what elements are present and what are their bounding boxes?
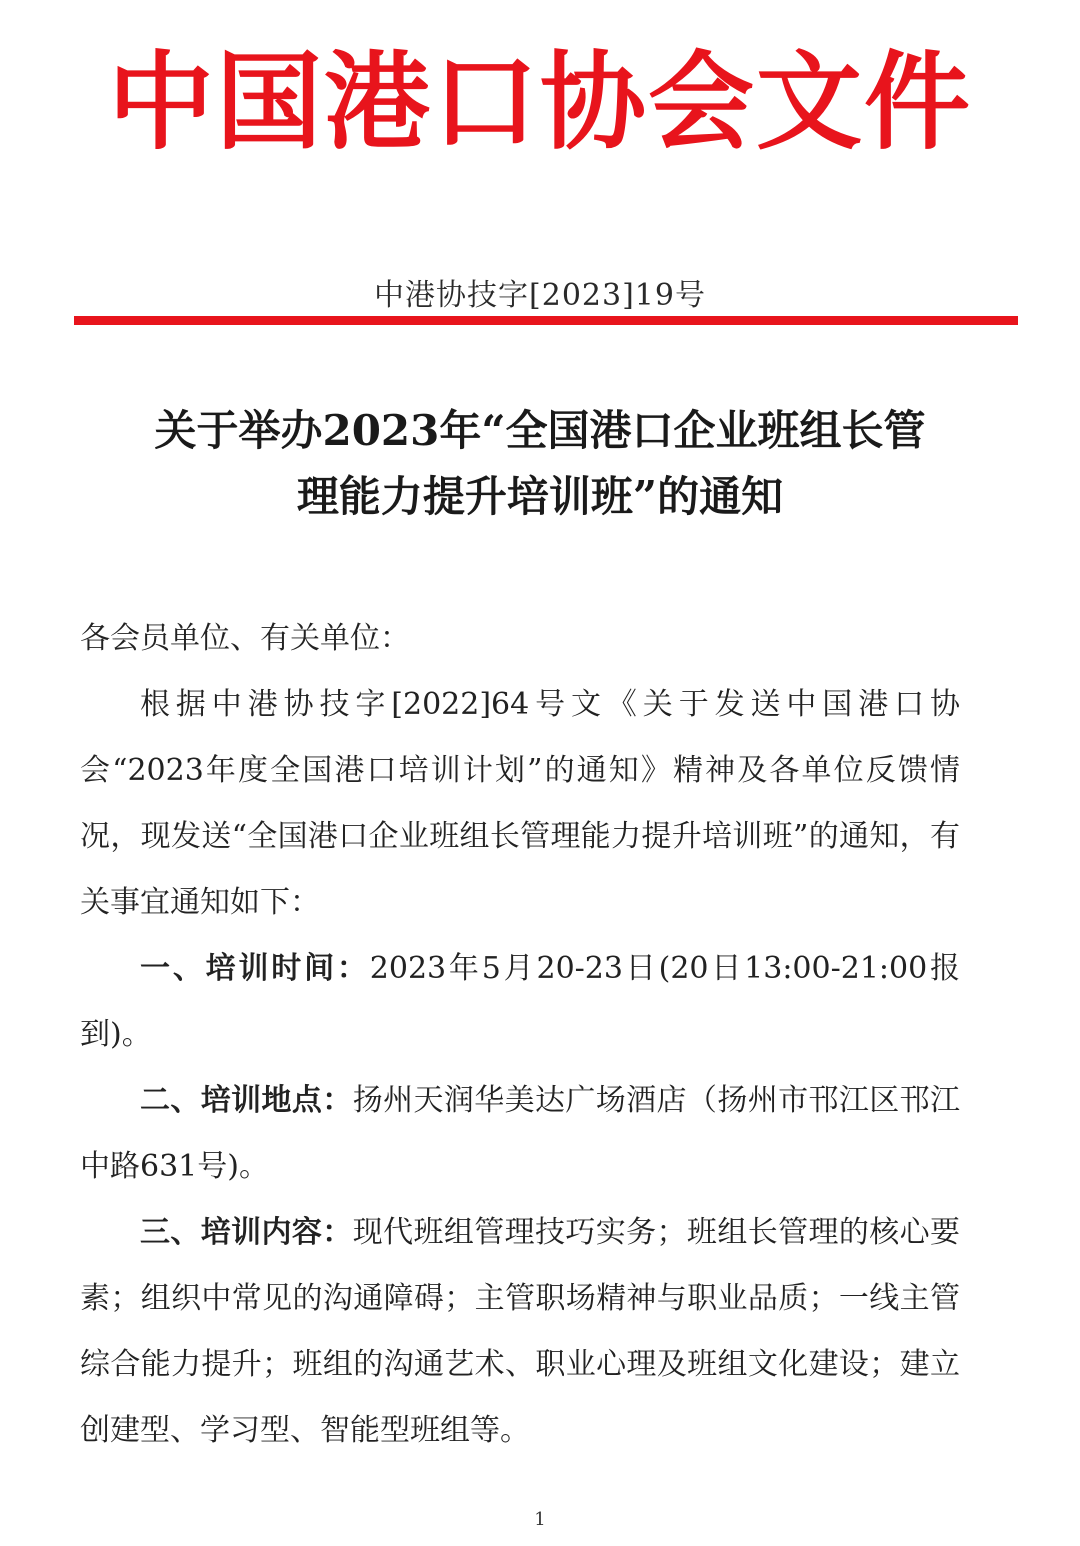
section-heading: 三、培训内容： bbox=[140, 1215, 353, 1250]
notice-title bbox=[60, 398, 1020, 530]
section-training-content bbox=[80, 1200, 960, 1464]
section-text: 2023年5月20-23日(20日13:00-21:00报到)。 bbox=[80, 951, 961, 1052]
document-number: 中港协技字[2023]19号 bbox=[374, 278, 706, 313]
page-number: 1 bbox=[534, 1509, 546, 1530]
notice-body bbox=[80, 606, 960, 1464]
notice-title-line-1: 关于举办2023年“全国港口企业班组长管 bbox=[154, 406, 926, 455]
section-heading: 二、培训地点： bbox=[140, 1083, 353, 1118]
section-heading: 一、培训时间： bbox=[140, 951, 370, 986]
section-training-time bbox=[80, 936, 960, 1068]
section-training-location bbox=[80, 1068, 960, 1200]
notice-title-line-2: 理能力提升培训班”的通知 bbox=[296, 472, 784, 521]
document-header-title: 中国港口协会文件 bbox=[108, 41, 972, 164]
intro-paragraph: 根据中港协技字[2022]64号文《关于发送中国港口协会“2023年度全国港口培训计划”的通知》精神及各单位反馈情况，现发送“全国港口企业班组长管理能力提升培训班”的通知，有关事宜通知如下： bbox=[80, 687, 960, 920]
section-text: 现代班组管理技巧实务；班组长管理的核心要素；组织中常见的沟通障碍；主管职场精神与职业品质；一线主管综合能力提升；班组的沟通艺术、职业心理及班组文化建设；建立创建型、学习型、智能型班组等。 bbox=[80, 1215, 961, 1448]
red-divider-rule bbox=[74, 316, 1018, 325]
salutation: 各会员单位、有关单位： bbox=[80, 621, 410, 656]
section-text: 扬州天润华美达广场酒店（扬州市邗江区邗江中路631号)。 bbox=[80, 1083, 961, 1184]
